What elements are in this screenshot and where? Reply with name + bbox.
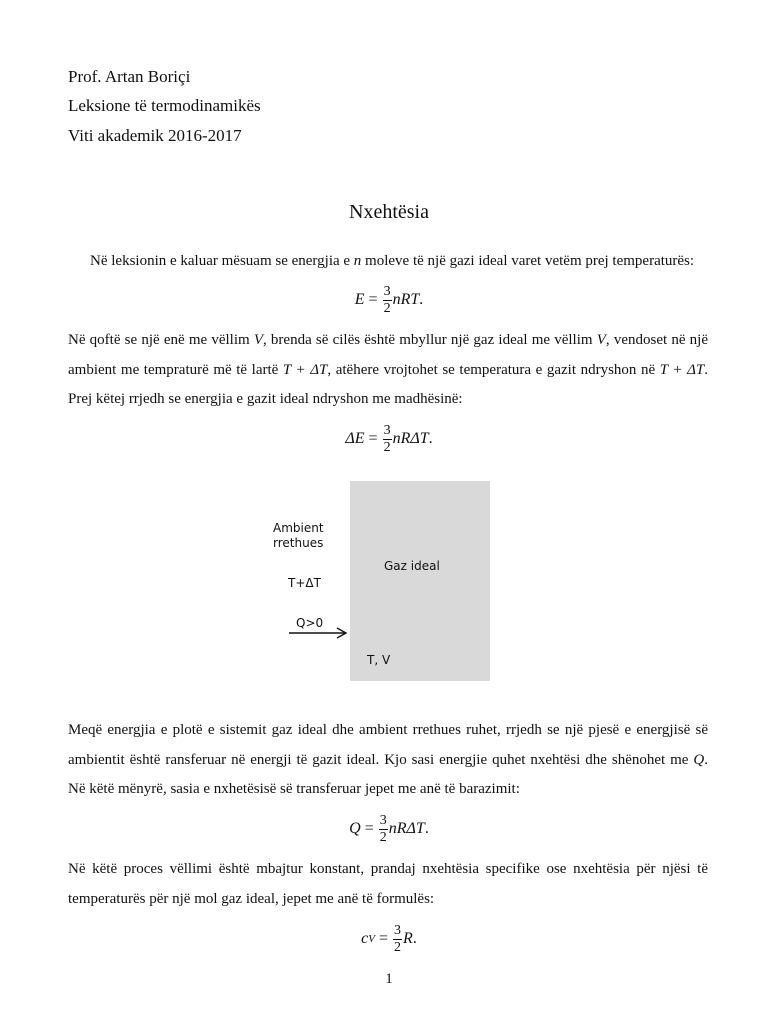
gas-label: Gaz ideal — [384, 559, 440, 573]
eq3-fraction — [379, 813, 388, 846]
equation-energy: E = $\frac{3}{2}$ nRT . — [354, 283, 424, 316]
eq2-fraction — [383, 423, 392, 456]
paragraph-2 — [68, 326, 708, 415]
p4-text: Në këtë proces vëllimi është mbajtur konstant, prandaj nxehtësia specifike ose nxehtësia për njësi të temperaturës për një mol gaz ideal, jepet me anë të formulës: — [68, 861, 708, 907]
eq4-lhs: c — [361, 930, 369, 947]
paragraph-3 — [68, 716, 708, 805]
eq2-end: . — [428, 430, 433, 447]
eq1-fraction — [383, 284, 392, 317]
eq4-end: . — [412, 930, 417, 947]
paragraph-4 — [68, 855, 708, 914]
p2-temp-2: T + ΔT — [659, 361, 705, 378]
eq2-lhs: ΔE — [345, 430, 365, 447]
p1-variable-n: n — [353, 253, 362, 269]
heat-flow-label: Q>0 — [296, 616, 324, 630]
p2-text-2: , brenda së cilës është mbyllur një gaz ideal me vëllim — [263, 332, 597, 348]
eq1-numerator: 3 — [383, 283, 391, 299]
p2-volume-2: V — [596, 332, 606, 348]
section-title: Nxehtësia — [349, 201, 429, 223]
p1-text-after: moleve të një gazi ideal varet vetëm prej temperaturës: — [361, 253, 695, 269]
gas-state-label: T, V — [367, 653, 391, 667]
ambient-label-line-1: Ambient — [273, 521, 324, 535]
eq3-numerator: 3 — [379, 812, 387, 828]
ambient-temperature-label: T+ΔT — [288, 576, 321, 590]
equation-energy-change: ΔE = $\frac{3}{2}$ nRΔT . — [345, 422, 433, 455]
heat-flow-arrow-icon — [288, 626, 350, 640]
equation-specific-heat: c V = $\frac{3}{2}$ R . — [361, 922, 417, 955]
eq2-denominator: 2 — [383, 439, 391, 455]
p2-text-4: , atëhere vrojtohet se temperatura e gazit ndryshon në — [327, 361, 660, 378]
p1-text-before: Në leksionin e kaluar mësuam se energjia e — [90, 253, 354, 269]
author-line: Prof. Artan Boriçi — [68, 67, 191, 86]
p2-temp-1: T + ΔT — [282, 361, 328, 378]
eq1-lhs: E — [354, 291, 365, 308]
p2-text-1: Në qoftë se një enë me vëllim — [68, 332, 254, 348]
p2-text-3: , vendoset në një ambient me tempraturë më të lartë — [68, 332, 708, 378]
eq3-denominator: 2 — [379, 829, 387, 845]
eq4-subscript: V — [368, 933, 376, 945]
eq3-end: . — [424, 820, 429, 837]
eq4-fraction — [393, 923, 402, 956]
p3-heat-symbol: Q — [693, 751, 705, 768]
eq2-rhs: nRΔT — [392, 430, 429, 447]
eq4-rhs: R — [403, 930, 413, 947]
eq3-rhs: nRΔT — [388, 820, 425, 837]
eq2-numerator: 3 — [383, 422, 391, 438]
p2-text-5: . Prej këtej rrjedh se energjia e gazit ideal ndryshon me madhësinë: — [68, 361, 709, 407]
academic-year-line: Viti akademik 2016-2017 — [68, 126, 242, 145]
page-number: 1 — [385, 971, 393, 987]
course-line: Leksione të termodinamikës — [68, 96, 261, 115]
gas-container-box — [350, 481, 490, 681]
eq1-denominator: 2 — [383, 300, 391, 316]
eq3-lhs: Q — [349, 820, 361, 837]
paragraph-1 — [68, 247, 708, 277]
equation-heat: Q = $\frac{3}{2}$ nRΔT . — [349, 812, 429, 845]
p3-text-1: Meqë energjia e plotë e sistemit gaz ideal dhe ambient rrethues ruhet, rrjedh se një pjesë e energjisë së ambientit është ransferuar në energji të gazit ideal. Kjo sasi energjie quhet nxehtësi dhe shënohet me — [68, 722, 708, 768]
eq1-rhs: nRT — [392, 291, 420, 308]
eq4-denominator: 2 — [394, 939, 402, 955]
p2-volume-1: V — [253, 332, 263, 348]
eq4-numerator: 3 — [394, 922, 402, 938]
ambient-label-line-2: rrethues — [273, 536, 324, 550]
p3-text-2: . Në këtë mënyrë, sasia e nxhetësisë së transferuar jepet me anë të barazimit: — [68, 751, 708, 797]
eq1-end: . — [419, 291, 424, 308]
